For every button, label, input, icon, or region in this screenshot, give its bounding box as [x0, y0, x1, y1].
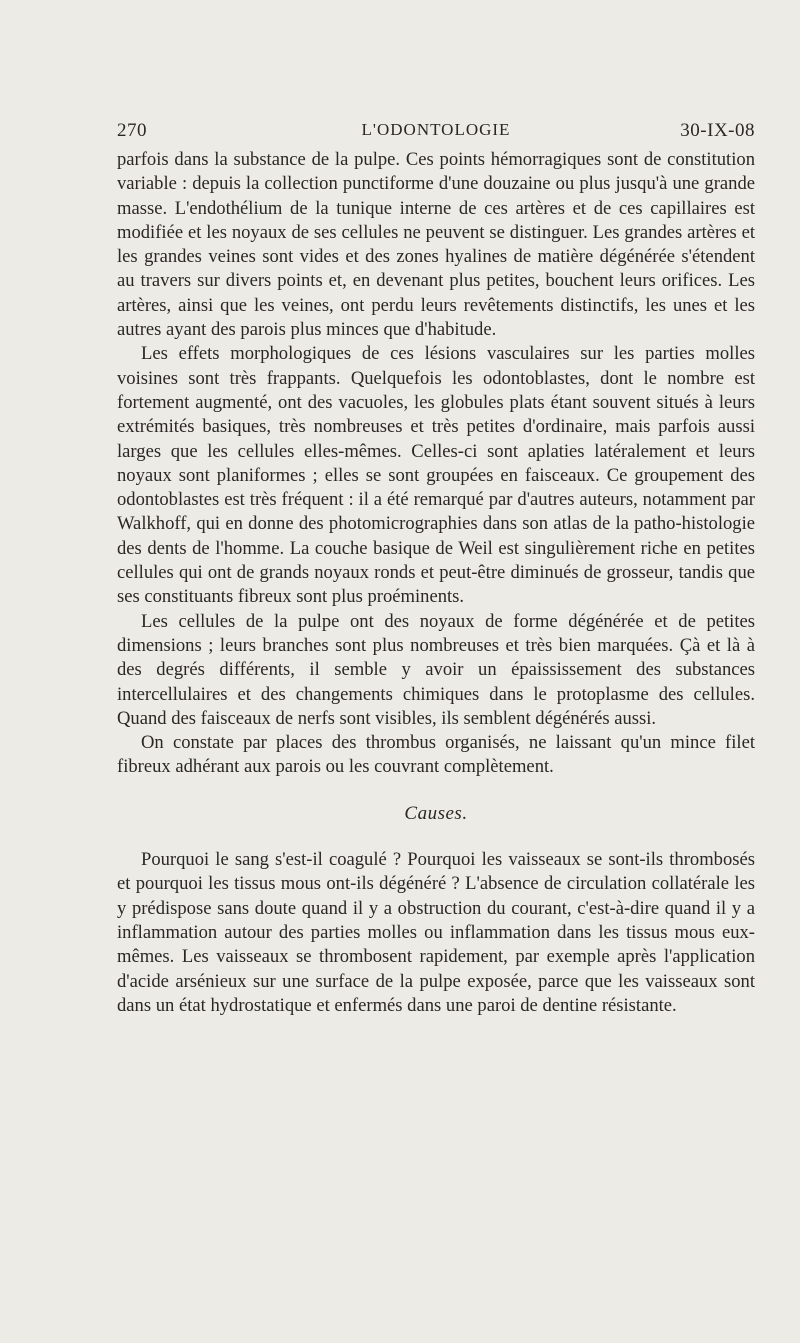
- body-text: [117, 148, 755, 1018]
- page-number: 270: [117, 120, 147, 141]
- issue-date: 30-IX-08: [680, 120, 755, 141]
- paragraph: parfois dans la substance de la pulpe. Ces points hémorragiques sont de constitution variable : depuis la collection punctiforme d'une douzaine ou plus jusqu'à une grande masse. L'endothélium de la tunique interne de ces artères et de ces capillaires est modifiée et les noyaux de ses cellules ne peuvent se distinguer. Les grandes artères et les grandes veines sont vides et des zones hyalines de matière dégénérée s'étendent au travers sur divers points et, en devenant plus petites, bouchent leurs orifices. Les artères, ainsi que les veines, ont perdu leurs revêtements distinctifs, les unes et les autres ayant des parois plus minces que d'habitude.: [117, 149, 755, 341]
- paragraph: Les cellules de la pulpe ont des noyaux de forme dégénérée et de petites dimensions ; leurs branches sont plus nombreuses et très bien marquées. Çà et là à des degrés différents, il semble y avoir un épaississement des substances intercellulaires et des changements chimiques dans le protoplasme des cellules. Quand des faisceaux de nerfs sont visibles, ils semblent dégénérés aussi.: [117, 610, 755, 729]
- paragraph: On constate par places des thrombus organisés, ne laissant qu'un mince filet fibreux adhérant aux parois ou les couvrant complètement.: [117, 732, 755, 778]
- book-page: [117, 112, 755, 1018]
- section-heading: Causes.: [404, 802, 468, 824]
- running-header: [117, 112, 755, 148]
- journal-title: L'ODONTOLOGIE: [361, 120, 511, 139]
- paragraph: Pourquoi le sang s'est-il coagulé ? Pourquoi les vaisseaux se sont-ils thrombosés et pourquoi les tissus mous ont-ils dégénéré ? L'absence de circulation collatérale les y prédispose sans doute quand il y a obstruction du courant, c'est-à-dire quand il y a inflammation autour des parties molles ou inflammation dans les tissus mous eux-mêmes. Les vaisseaux se thrombosent rapidement, par exemple après l'application d'acide arsénieux sur une surface de la pulpe exposée, parce que les vaisseaux sont dans un état hydrostatique et enfermés dans une paroi de dentine résistante.: [117, 849, 755, 1016]
- paragraph: Les effets morphologiques de ces lésions vasculaires sur les parties molles voisines sont très frappants. Quelquefois les odontoblastes, dont le nombre est fortement augmenté, ont des vacuoles, les globules plats étant souvent situés à leurs extrémités basiques, très nombreuses et très petites d'ordinaire, mais parfois aussi larges que les cellules elles-mêmes. Celles-ci sont aplaties latéralement et leurs noyaux sont planiformes ; elles se sont groupées en faisceaux. Ce groupement des odontoblastes est très fréquent : il a été remarqué par d'autres auteurs, notamment par Walkhoff, qui en donne des photomicrographies dans son atlas de la patho-histologie des dents de l'homme. La couche basique de Weil est singulièrement riche en petites cellules qui ont de grands noyaux ronds et peut-être diminués de grosseur, tandis que ses constituants fibreux sont plus proéminents.: [117, 343, 755, 608]
